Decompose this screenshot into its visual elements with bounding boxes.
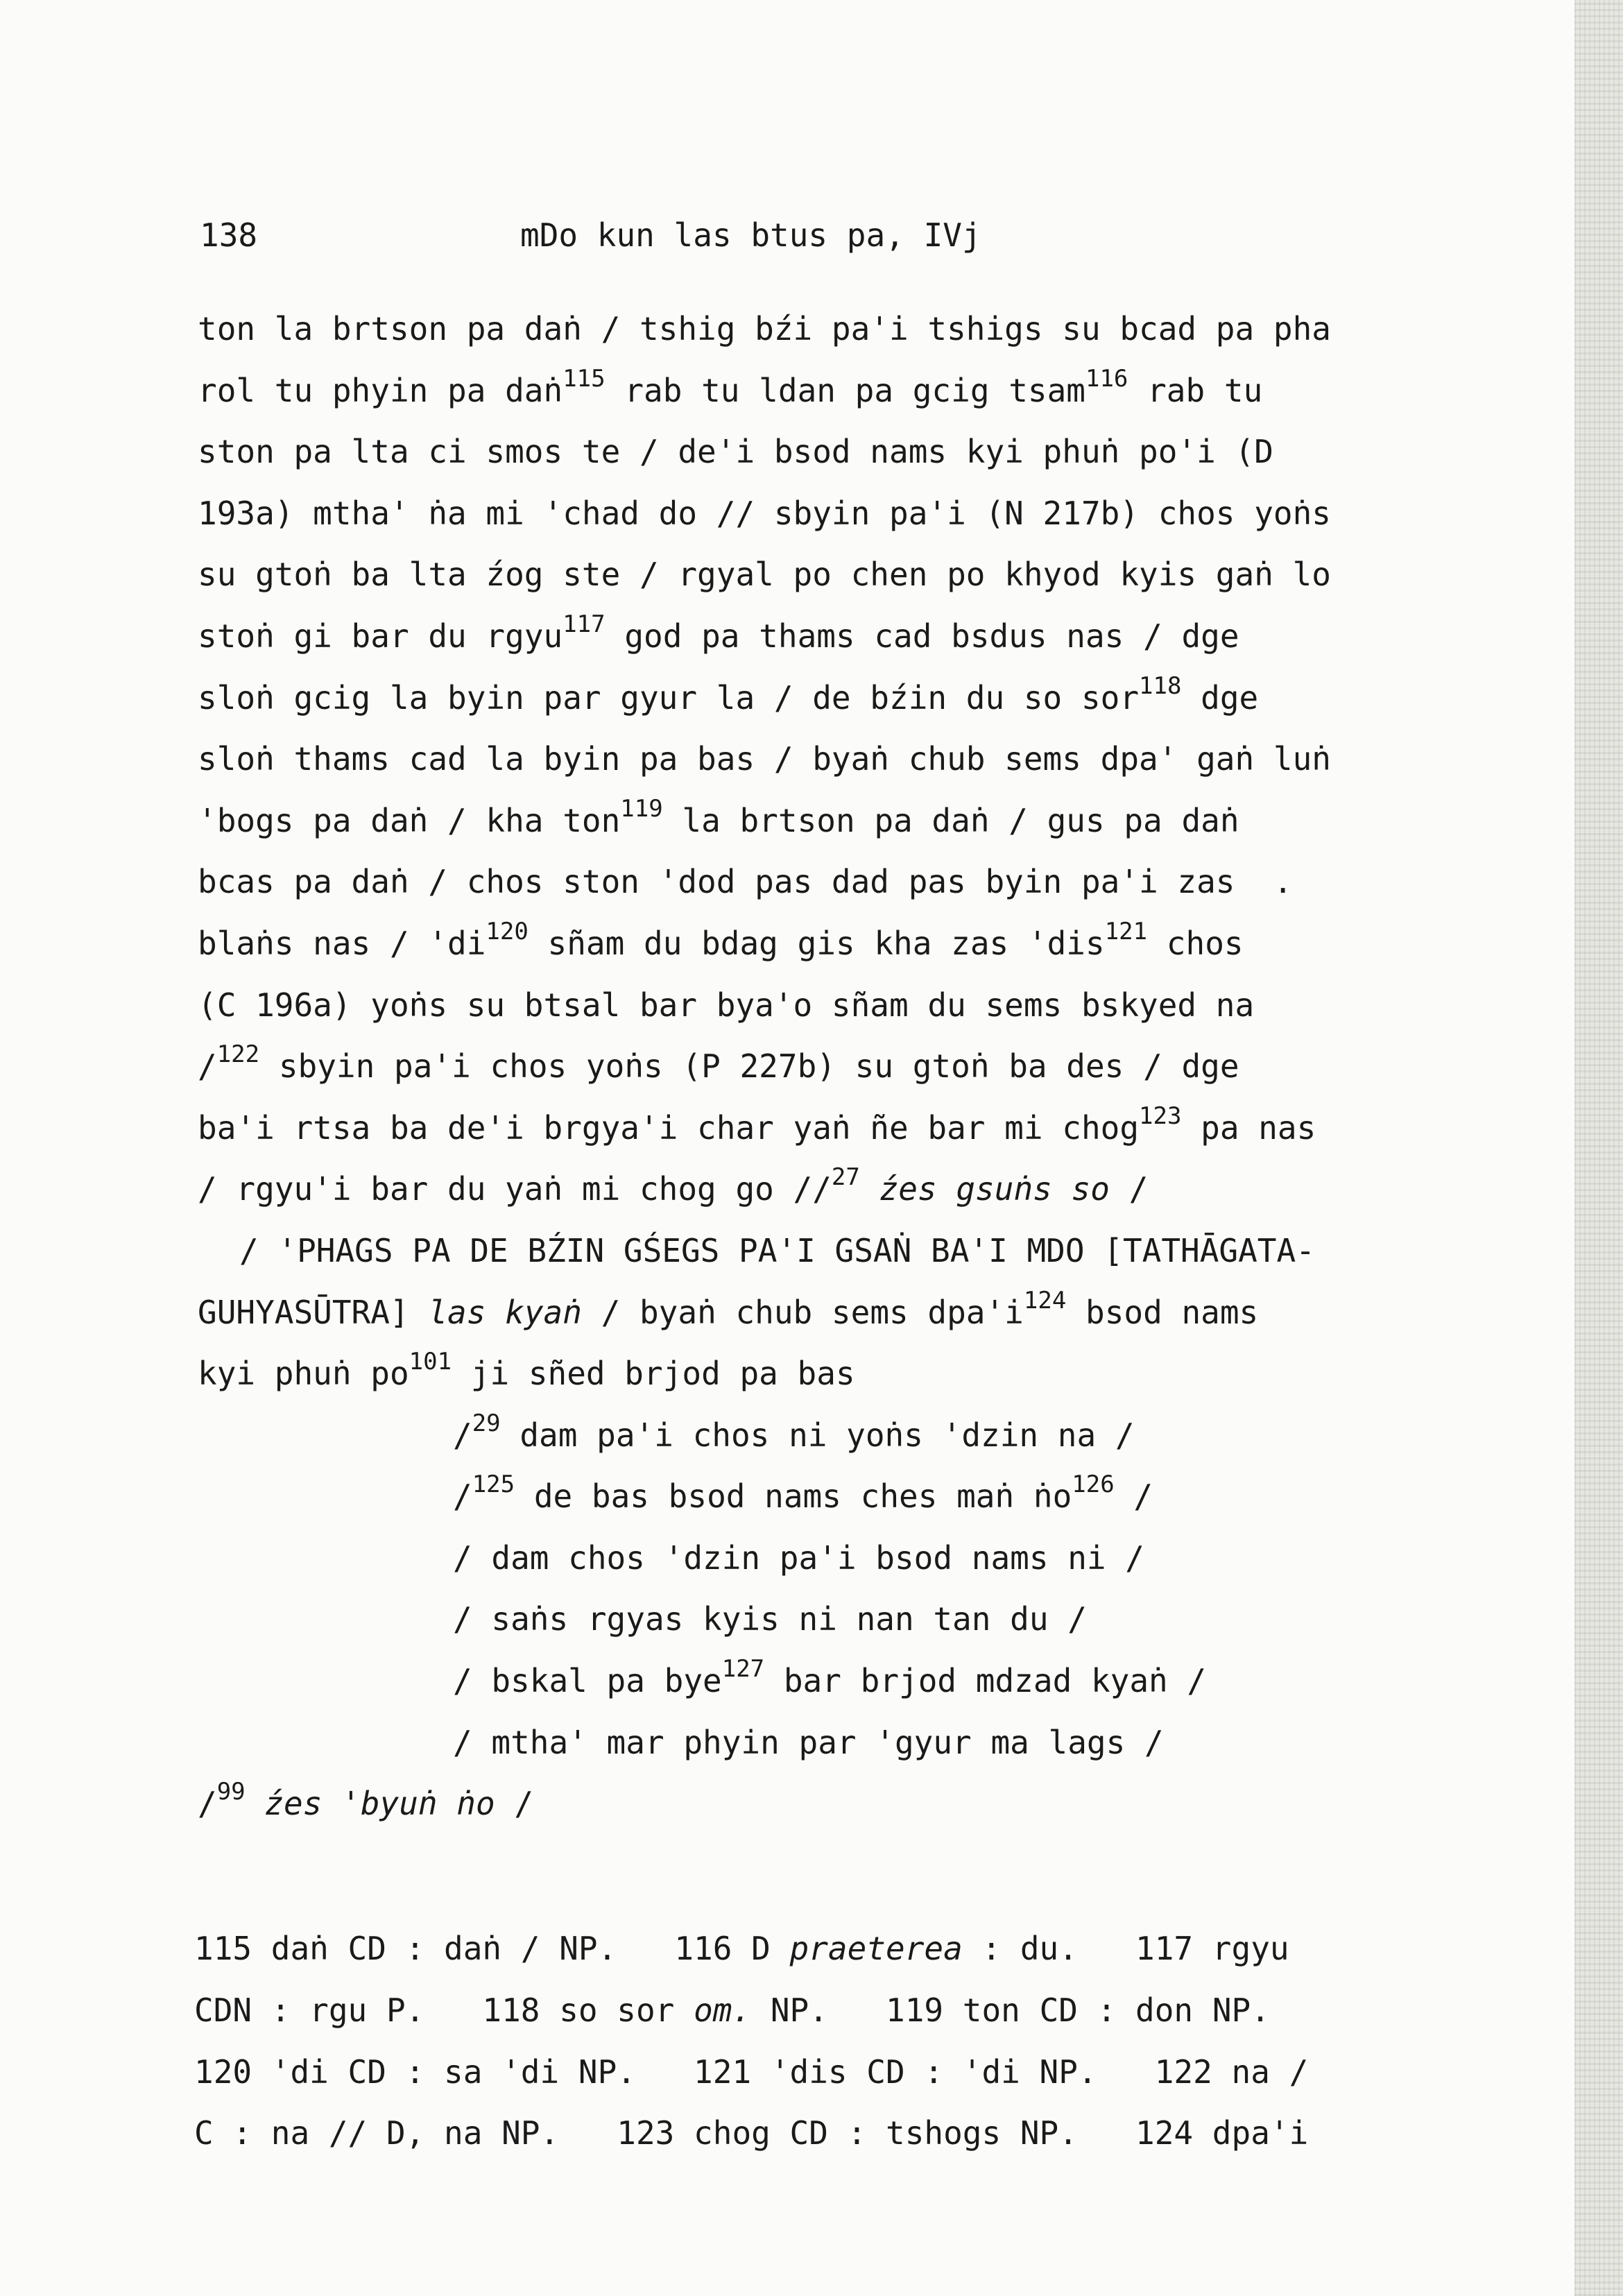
text-line: 193a) mtha' ṅa mi 'chad do // sbyin pa'i (N 217b) chos yoṅs — [198, 494, 1331, 532]
page-edge-scan-strip — [1574, 0, 1623, 2296]
verse-line: / bskal pa bye$^{127}$ bar brjod mdzad kyaṅ / — [453, 1655, 1207, 1700]
footnote-ref: 99 — [216, 1778, 246, 1806]
footnote-ref: 116 — [1085, 364, 1128, 393]
verse-line: /$^{125}$ de bas bsod nams ches maṅ ṅo$^{126}$ / — [453, 1471, 1153, 1516]
footnote-ref: 123 — [1139, 1102, 1182, 1130]
footnote-ref: 127 — [721, 1655, 765, 1684]
footnote-line: C : na // D, na NP. 123 chog CD : tshogs NP. 124 dpa'i — [194, 2114, 1309, 2152]
text-line: / 'PHAGS PA DE BŹIN GŚEGS PA'I GSAṄ BA'I MDO [TATHĀGATA- — [239, 1231, 1315, 1269]
page-header — [200, 216, 1518, 258]
footnote-ref: 119 — [620, 794, 663, 823]
text-line: blaṅs nas / '$di^{120}$ sñam du bdag gis kha zas 'dis$^{121}$ chos — [198, 917, 1244, 962]
text-line: ston pa lta ci smos te / de'i bsod nams kyi phuṅ po'i (D — [198, 433, 1273, 471]
footnote-ref: 101 — [409, 1348, 452, 1376]
text-line: ton la brtson pa daṅ / tshig bźi pa'i tshigs su bcad pa pha — [198, 310, 1331, 348]
text-line: (C 196a) yoṅs su btsal bar bya'o sñam du sems bskyed na — [198, 986, 1255, 1024]
text-line: /$^{99}$ źes 'byuṅ ṅo / — [198, 1778, 534, 1823]
text-line: 'bogs pa daṅ / kha ton$^{119}$ la brtson pa daṅ / gus pa daṅ — [198, 794, 1239, 839]
page-number: 138 — [200, 216, 258, 254]
text-line: sloṅ gcig la byin par gyur la / de bźin du so sor$^{118}$ dge — [198, 671, 1259, 717]
footnote-ref: 27 — [831, 1163, 860, 1192]
footnote-line: 120 'di CD : sa 'di NP. 121 'dis CD : 'di NP. 122 na / — [194, 2053, 1309, 2091]
footnote-ref: 118 — [1139, 671, 1182, 700]
text-line: su gtoṅ ba lta źog ste / rgyal po chen po khyod kyis gaṅ lo — [198, 556, 1331, 594]
verse-line: / saṅs rgyas kyis ni nan tan du / — [453, 1600, 1087, 1638]
footnote-ref: 115 — [563, 364, 606, 393]
main-text — [198, 298, 1515, 1835]
verse-line: /$^{29}$ dam pa'i chos ni yoṅs 'dzin na / — [453, 1409, 1135, 1454]
text-line: ba'i rtsa ba de'i brgya'i char yaṅ ñe bar mi chog$^{123}$ pa nas — [198, 1102, 1316, 1147]
footnote-ref: 29 — [472, 1409, 501, 1437]
footnote-ref: 117 — [563, 610, 606, 638]
footnote-ref: 121 — [1104, 917, 1148, 945]
footnote-ref: 124 — [1023, 1286, 1067, 1314]
verse-line: / mtha' mar phyin par 'gyur ma lags / — [453, 1723, 1164, 1761]
text-line: bcas pa daṅ / chos ston 'dod pas dad pas byin pa'i zas . — [198, 863, 1293, 901]
running-title: mDo kun las btus pa, IVj — [520, 216, 981, 254]
footnote-ref: 120 — [486, 917, 529, 945]
text-line: / rgyu'i bar du yaṅ mi chog go //$^{27}$ źes gsuṅs so / — [198, 1163, 1149, 1208]
footnote-line: 115 daṅ CD : daṅ / NP. 116 D praeterea : du. 117 rgyu — [194, 1930, 1289, 1967]
footnote-ref: 122 — [216, 1040, 260, 1069]
text-line: sloṅ thams cad la byin pa bas / byaṅ chub sems dpa' gaṅ luṅ — [198, 740, 1331, 778]
text-line: stoṅ gi bar du rgyu$^{117}$ god pa thams cad bsdus nas / dge — [198, 610, 1239, 655]
footnote-ref: 125 — [472, 1471, 515, 1499]
text-line: rol tu phyin pa daṅ$^{115}$ rab tu ldan pa gcig tsam$^{116}$ rab tu — [198, 364, 1263, 409]
text-line: GUHYASŪTRA] las kyaṅ / byaṅ chub sems $dpa'i^{124}$ bsod nams — [198, 1286, 1259, 1331]
footnote-ref: 126 — [1072, 1471, 1115, 1499]
text-line: kyi phuṅ $po^{101}$ ji sñed brjod pa bas — [198, 1348, 855, 1393]
footnote-line: CDN : rgu P. 118 so sor om. NP. 119 ton CD : don NP. — [194, 1991, 1270, 2029]
verse-line: / dam chos 'dzin pa'i bsod nams ni / — [453, 1539, 1144, 1577]
text-line: /$^{122}$ sbyin pa'i chos yoṅs (P 227b) su gtoṅ ba des / dge — [198, 1040, 1239, 1086]
footnotes — [194, 1918, 1512, 2164]
